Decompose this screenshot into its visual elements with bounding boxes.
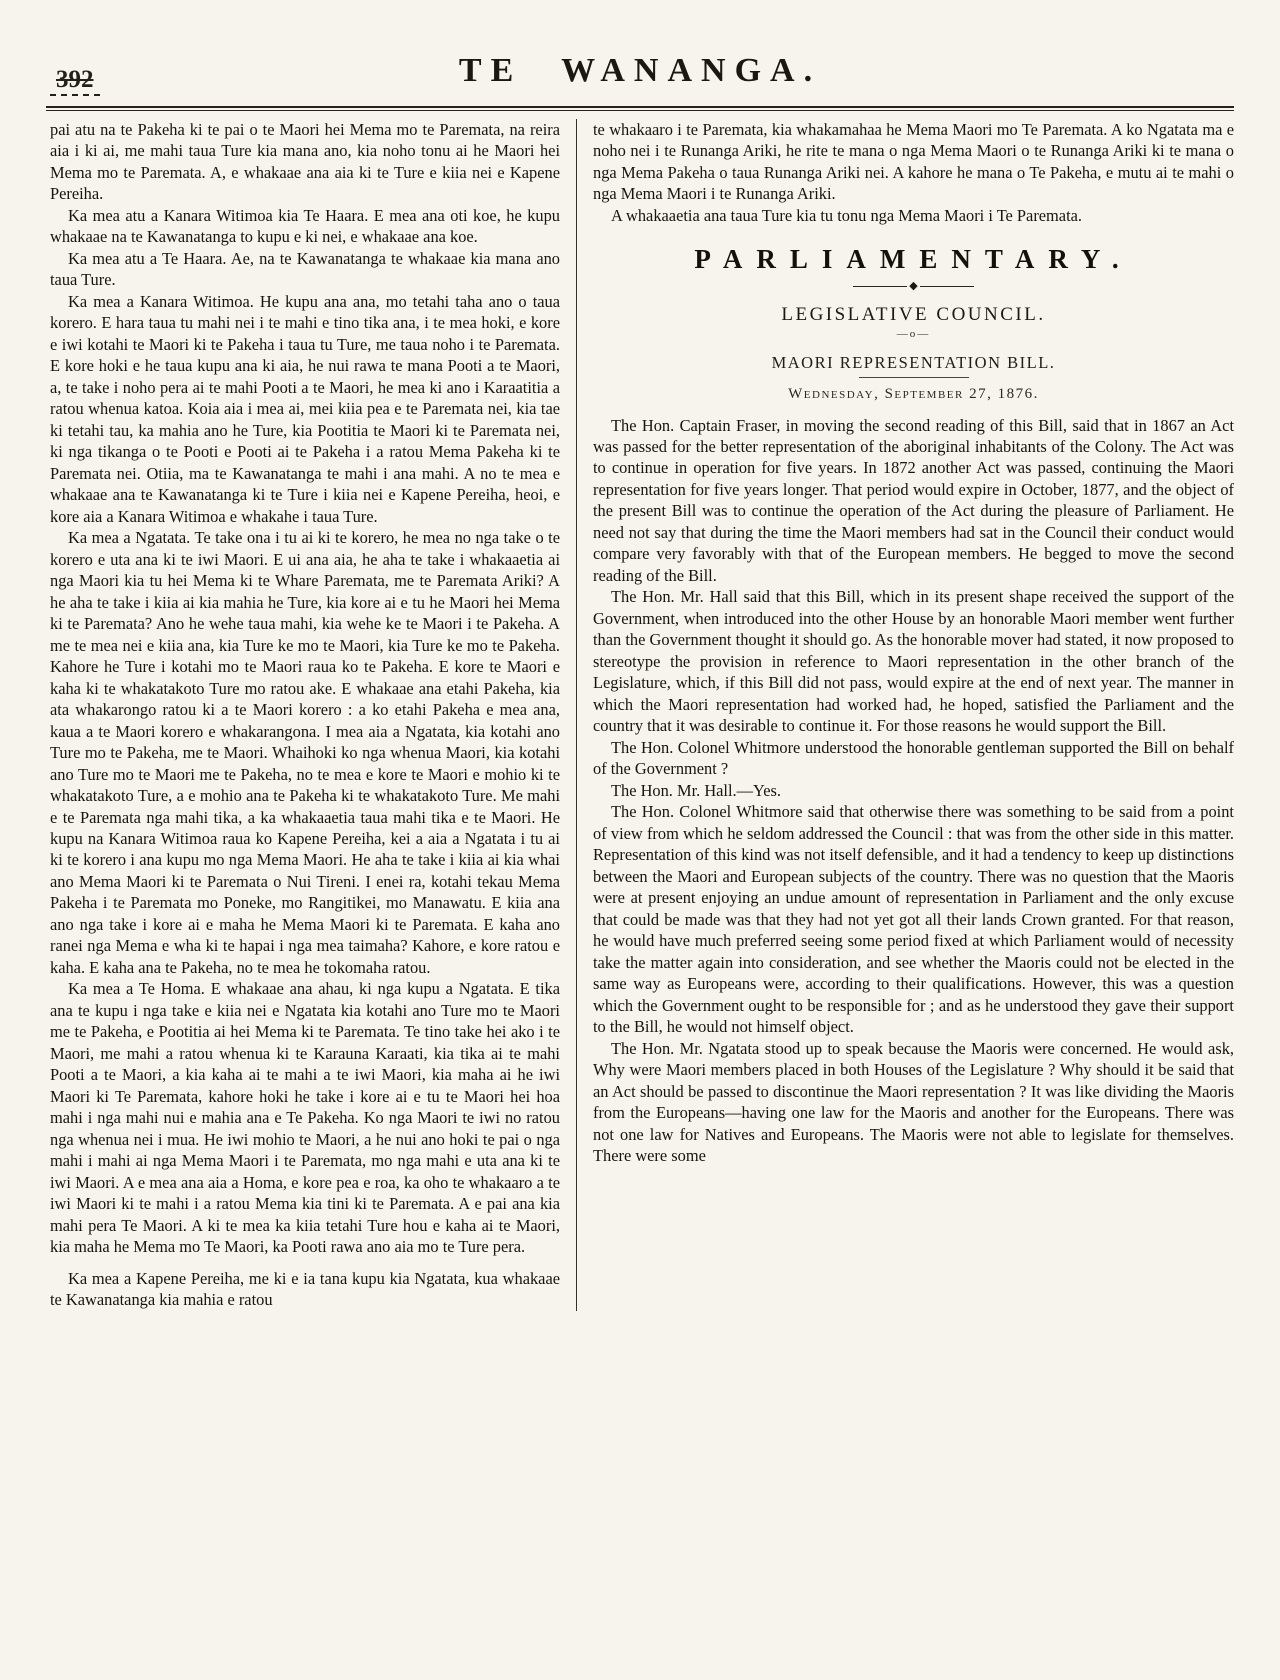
body-paragraph: The Hon. Mr. Hall said that this Bill, which in its present shape received the support of the Government, when introduced into the other House by an honorable Maori member went further than the Government thought it should go. As the honorable mover had stated, it now proposed to stereotype the provision in reference to Maori representation in the other branch of the Legislature, which, if this Bill did not pass, would expire at the end of next year. The manner in which the Maori representation had worked had, he hoped, satisfied the Parliament and the country that it was desirable to continue it. For those reasons he would support the Bill. [593, 587, 1234, 736]
page-columns [0, 111, 1280, 1311]
small-divider: —o— [896, 328, 931, 341]
body-paragraph: Ka mea atu a Kanara Witimoa kia Te Haara. E mea ana oti koe, he kupu whakaae na te Kawanatanga to kupu e ki nei, e whakaae ana koe. [50, 205, 560, 247]
section-heading-block [593, 244, 1234, 402]
body-paragraph: pai atu na te Pakeha ki te pai o te Maori hei Mema mo te Paremata, na reira aia i ki ai, me mahi taua Ture kia mana ano, kia noho tonu ai he Maori hei Mema mo te Paremata. A, e whakaae ana aia ki te Ture e kiia nei e Kapene Pereiha. [50, 120, 560, 204]
body-paragraph: A whakaaetia ana taua Ture kia tu tonu nga Mema Maori i Te Paremata. [611, 205, 1083, 225]
body-paragraph: Ka mea a Te Homa. E whakaae ana ahau, ki nga kupu a Ngatata. E tika ana te kupu i nga take e kiia nei e Ngatata kia kotahi ano Ture mo te Maori me te Pakeha, e Pootitia ai hei Mema ki te Paremata. Te tino take hei ako i te Maori, me mahi a ratou whenua ki te Karauna Karaati, kia tika ai te mahi Pooti a te Maori, a kia kaha ai te mahi a te iwi Maori, kia maha ai he iwi Maori ki Te Paremata, kahore hoki he take i kore ai e tu te Maori hei hoa mahi i nga mahi nui e mahia ana e Te Pakeha. Ko nga Maori te iwi no ratou nga whenua nei i mua. He iwi mohio te Maori, a he nui ano hoki te pai o nga mahi i mahi ai nga Mema Maori i te Paremata, mo nga mahi e uta ana ki te iwi Maori. A e mea ana aia a Homa, e kore pea e roa, ka oho te whakaaro a te iwi Maori ki te mahi i a ratou Mema kia tini ki te Paremata. A e pai ana kia mahi pera Te Maori. A ki te mea ka kiia tetahi Ture hou e kaha ai te Maori, kia maha he Mema mo Te Maori, ka Pooti rawa ano aia mo te Ture pera. [50, 979, 560, 1257]
masthead [0, 0, 1280, 106]
divider-line [853, 286, 907, 287]
page-number: 392 [50, 66, 100, 96]
body-paragraph: Ka mea a Ngatata. Te take ona i tu ai ki te korero, he mea no nga take o te korero e uta ana ki te iwi Maori. E ui ana aia, he aha te take i whakaaetia ai nga Maori kia tu hei Mema ki te Whare Paremata, me te Paremata Ariki? A he aha te take i kiia ai kia mahia he Ture, kia kore ai e tu he Maori hei Mema ki te Paremata? Ano he wehe taua mahi, kia wehe ke te Maori i te Pakeha. A me te mea nei e kiia ana, kia Ture ke mo te Maori, kia Ture ke mo te Pakeha. Kahore he Ture i kotahi mo te Maori raua ko te Pakeha. E kore te Maori e kaha ki te whakatakoto Ture mo ratou ake. E whakaae ana etahi Pakeha, kia ata whakarongo ratou ki a te Maori korero : a ko etahi Pakeha e mea ana, kaua a te Maori korero e whakarangona. I mea aia a Ngatata, kia kotahi ano Ture mo te Pakeha, me te Maori. Whaihoki ko nga whenua Maori, kia kotahi ano Ture mo te Maori me te Pakeha, no te mea e kore te Maori e mohio ki te whakatakoto Ture, a e mohio ana te Pakeha ki te whakatakoto Ture. Me mahi e te Paremata nga mahi tika, a ka whakaaetia taua mahi tika e te Maori. He kupu na Kanara Witimoa raua ko Kapene Pereiha, kei a aia a Ngatata i tu ai ki te korero i ana kupu mo nga Mema Maori. He aha te take i kiia ai kia whai ano Mema Maori ki te Paremata o Nui Tireni. I enei ra, kotahi tekau Mema Pakeha i te Paremata mo Poneke, mo Rangitikei, mo Manawatu. E kiia ana ano nga take i kore ai e maha he Mema Maori ki te Paremata. E kaha ano ranei nga Mema e wha ki te hapai i nga mea taimaha? Kahore, e kore ratou e kaha. E kaha ana te Pakeha, no te mea he tokomaha ratou. [50, 528, 560, 977]
left-column [50, 119, 576, 1311]
dateline: Wednesday, September 27, 1876. [788, 385, 1039, 402]
body-paragraph: Ka mea atu a Te Haara. Ae, na te Kawanatanga te whakaae kia mana ano taua Ture. [50, 248, 560, 290]
body-paragraph: The Hon. Mr. Hall.—Yes. [611, 780, 781, 800]
body-paragraph: The Hon. Captain Fraser, in moving the second reading of this Bill, said that in 1867 an Act was passed for the better representation of the aboriginal inhabitants of the Colony. The Act was to continue in operation for five years. In 1872 another Act was passed, continuing the Maori representation for five years longer. That period would expire in October, 1877, and the object of the present Bill was to continue the operation of the Act during the pleasure of Parliament. He need not say that during the time the Maori members had sat in the Council their conduct would compare very favorably with that of the European members. He begged to move the second reading of the Bill. [593, 415, 1234, 585]
section-title: PARLIAMENTARY. [694, 244, 1133, 275]
bill-heading: MAORI REPRESENTATION BILL. [771, 352, 1056, 372]
diamond-icon: ◆ [909, 280, 918, 293]
body-paragraph: Ka mea a Kanara Witimoa. He kupu ana ana, mo tetahi taha ano o taua korero. E hara taua tu mahi nei i te mahi e tino tika ana, i te mea hoki, e kore e iwi kotahi te Maori ki te Pakeha i taua tu Ture, me taua noho i te Paremata. E kore hoki e he taua kupu ana ki aia, he nui rawa te mana Pooti a te Maori, a, te take i noho pera ai te mahi Pooti a te Maori, he mea ki ano i Karaatitia a ratou whenua katoa. Koia aia i mea ai, mei kiia pea e te Paremata nei, kia tae ki tetahi tau, ka mahia ano he Ture, kia Pootitia te Maori ki te Paremata nei, ki nga tikanga o te Pooti e Pooti ai te Pakeha i a ratou Mema Pakeha ki te Paremata nei. Otiia, ma te Kawanatanga te mahi i ana mahi. A no te mea e whakaae ana te Kawanatanga ki te Ture i kiia nei e Kapene Pereiha, heoi, e kore aia a Kanara Witimoa e whakahe i taua Ture. [50, 291, 560, 526]
right-column [577, 119, 1234, 1311]
bill-rule [859, 377, 969, 378]
body-paragraph: The Hon. Colonel Whitmore understood the honorable gentleman supported the Bill on behalf of the Government ? [593, 737, 1234, 779]
body-paragraph: Ka mea a Kapene Pereiha, me ki e ia tana kupu kia Ngatata, kua whakaae te Kawanatanga kia mahia e ratou [50, 1268, 560, 1310]
divider-line [920, 286, 974, 287]
body-paragraph: The Hon. Colonel Whitmore said that otherwise there was something to be said from a point of view from which he seldom addressed the Council : that was from the other side in this matter. Representation of this kind was not itself defensible, and it had a tendency to keep up distinctions between the Maori and European subjects of the country. There was no question that the Maoris were at present enjoying an undue amount of representation in Parliament and the only excuse that could be made was that they had not yet got all their lands Crown granted. For that reason, he would have much preferred seeing some period fixed at which Parliament would of necessity take the matter again into consideration, and see whether the Maoris could not be elected in the same way as Europeans were, according to their qualifications. However, this was a question which the Government ought to be responsible for ; and as he understood they gave their support to the Bill, he would not himself object. [593, 802, 1234, 1037]
council-heading: LEGISLATIVE COUNCIL. [781, 304, 1046, 326]
body-paragraph: The Hon. Mr. Ngatata stood up to speak because the Maoris were concerned. He would ask, Why were Maori members placed in both Houses of the Legislature ? Why should it be said that an Act should be passed to discontinue the Maori representation ? It was like dividing the Maoris from the Europeans—having one law for the Maoris and another for the Europeans. There was not one law for Natives and Europeans. The Maoris were not able to legislate for themselves. There were some [593, 1038, 1234, 1165]
paper-title: TE WANANGA. [458, 52, 822, 89]
body-paragraph: te whakaaro i te Paremata, kia whakamahaa he Mema Maori mo Te Paremata. A ko Ngatata ma e noho nei i te Runanga Ariki, he rite te mana o nga Mema Maori o te Runanga Ariki ki te mana o nga Mema Pakeha o taua Runanga Ariki nei. A kahore he mana o Te Pakeha, e mutu ai te mahi o nga Mema Maori i te Runanga Ariki. [593, 120, 1234, 204]
diamond-divider [593, 281, 1234, 292]
